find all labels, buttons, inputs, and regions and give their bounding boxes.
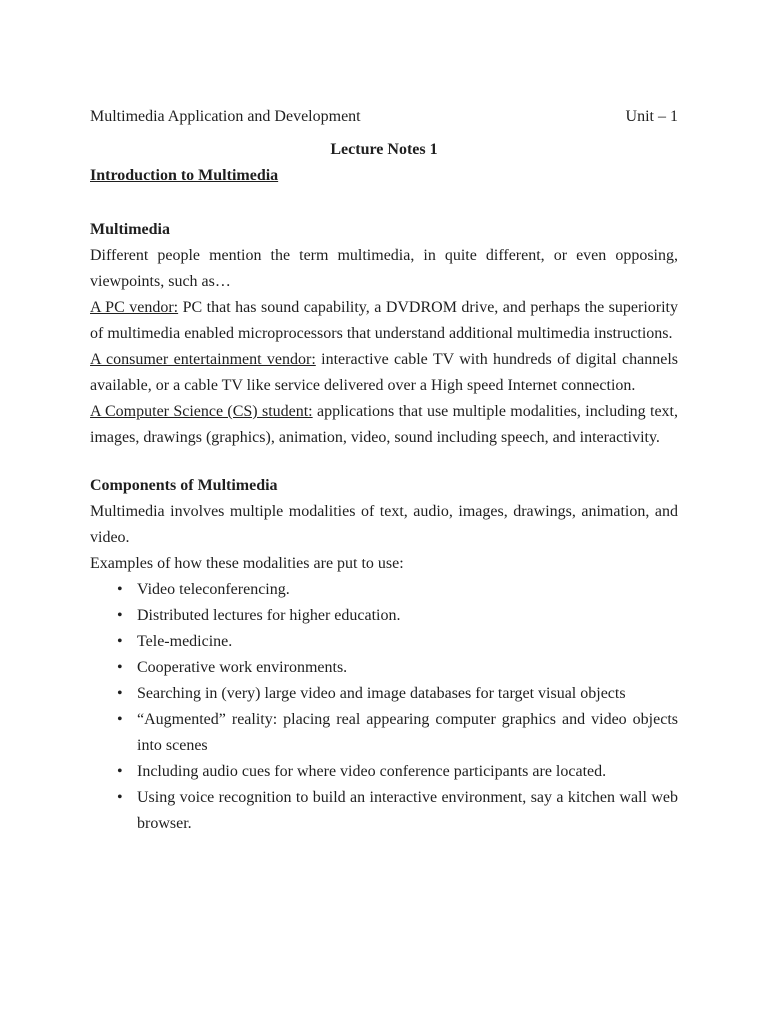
list-intro-paragraph: Examples of how these modalities are put to use: [90, 555, 404, 572]
document-subtitle: Introduction to Multimedia [90, 167, 279, 184]
definition-lead: A Computer Science (CS) student: [90, 403, 313, 420]
definition-paragraph-cs-student [90, 399, 678, 451]
definition-paragraph-pc-vendor [90, 295, 678, 347]
bullet-item: • Including audio cues for where video conference participants are located. [90, 759, 678, 785]
definition-text: interactive cable TV with hundreds of digital channels available, or a cable TV like service delivered over a High speed Internet connection. [90, 351, 678, 394]
bullet-item: • Cooperative work environments. [90, 655, 678, 681]
definition-text: PC that has sound capability, a DVDROM drive, and perhaps the superiority of multimedia enabled microprocessors that understand additional multimedia instructions. [90, 299, 678, 342]
header-unit-label: Unit – 1 [625, 108, 678, 125]
bullet-item: • Tele-medicine. [90, 629, 678, 655]
bullet-item: • Distributed lectures for higher education. [90, 603, 678, 629]
examples-bullet-list [90, 577, 678, 837]
definition-lead: A consumer entertainment vendor: [90, 351, 316, 368]
definition-text: applications that use multiple modalities, including text, images, drawings (graphics), animation, video, sound including speech, and interactivity. [90, 403, 679, 446]
bullet-item: • Video teleconferencing. [90, 577, 678, 603]
lecture-title: Lecture Notes 1 [330, 141, 438, 158]
page-header [90, 104, 678, 130]
components-body-paragraph: Multimedia involves multiple modalities of text, audio, images, drawings, animation, and video. [90, 503, 678, 546]
section-heading-components: Components of Multimedia [90, 477, 278, 494]
intro-paragraph: Different people mention the term multimedia, in quite different, or even opposing, viewpoints, such as… [90, 247, 678, 290]
definition-paragraph-consumer-vendor [90, 347, 678, 399]
definition-lead: A PC vendor: [90, 299, 179, 316]
bullet-item: • Searching in (very) large video and image databases for target visual objects [90, 681, 678, 707]
header-course-title: Multimedia Application and Development [90, 108, 361, 125]
bullet-item: • Using voice recognition to build an interactive environment, say a kitchen wall web browser. [90, 785, 678, 837]
bullet-item: • “Augmented” reality: placing real appearing computer graphics and video objects into scenes [90, 707, 678, 759]
section-heading-multimedia: Multimedia [90, 221, 170, 238]
